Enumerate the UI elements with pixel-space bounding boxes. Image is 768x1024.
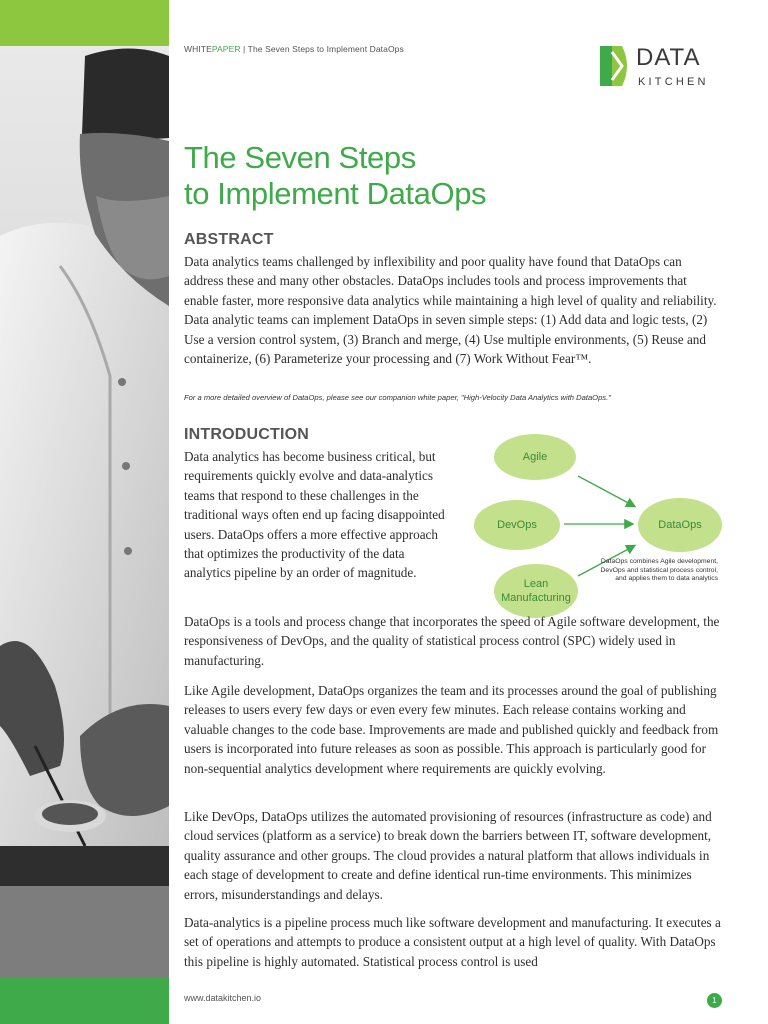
- page-number-badge: 1: [707, 993, 722, 1008]
- companion-paper-note: For a more detailed overview of DataOps, please see our companion white paper, "High-Velocity Data Analytics with DataOps.": [184, 393, 611, 402]
- bubble-devops-label: DevOps: [497, 519, 537, 531]
- bubble-devops: [474, 500, 560, 550]
- bubble-agile-label: Agile: [522, 451, 548, 463]
- bubble-lean-manufacturing: [494, 564, 578, 618]
- title-line-1: The Seven Steps: [184, 140, 416, 175]
- green-accent-top: [0, 0, 169, 46]
- intro-paragraph-1: Data analytics has become business critical, but requirements quickly evolve and data-analytics teams that respond to these challenges in the traditional ways often end up facing disappointed users. DataOps offers a more effective approach that optimizes the productivity of the data analytics pipeline by an order of magnitude.: [184, 449, 445, 581]
- chef-photo: [0, 46, 169, 978]
- title-line-2: to Implement DataOps: [184, 176, 487, 211]
- dataops-diagram: [460, 428, 750, 628]
- bubble-lean-label-1: Lean: [523, 578, 549, 590]
- footer-website-link[interactable]: www.datakitchen.io: [184, 993, 262, 1003]
- bubble-dataops-label: DataOps: [658, 519, 702, 531]
- breadcrumb-title: | The Seven Steps to Implement DataOps: [240, 44, 404, 54]
- logo-word-data: DATA: [636, 44, 701, 71]
- bubble-lean-label-2: Manufacturing: [501, 592, 571, 604]
- arrow-agile-to-dataops: [578, 476, 634, 506]
- logo-word-kitchen: KITCHEN: [638, 76, 709, 88]
- abstract-body: Data analytics teams challenged by inflexibility and poor quality have found that DataOps can address these and many other obstacles. DataOps includes tools and process improvements that enable faster, more responsive data analytics while maintaining a high level of quality and reliability. Data analytic teams can implement DataOps in seven simple steps: (1) Add data and logic tests, (2) Use a version control system, (3) Branch and merge, (4) Use multiple environments, (5) Reuse and containerize, (6) Parameterize your processing and (7) Work Without Fear™.: [184, 254, 717, 367]
- green-accent-bottom: [0, 978, 169, 1024]
- intro-paragraph-5: Data-analytics is a pipeline process much like software development and manufacturing. It executes a set of operations and attempts to produce a consistent output at a high level of quality. With DataOps this pipeline is highly automated. Statistical process control is used: [184, 915, 721, 969]
- logo-mark-icon: [598, 44, 632, 88]
- datakitchen-logo: [598, 44, 728, 92]
- intro-paragraph-3: Like Agile development, DataOps organizes the team and its processes around the goal of publishing releases to users every few days or even every few minutes. Each release contains working and valuable changes to the code base. Improvements are made and published quickly and feedback from users is incorporated into future releases as soon as possible. This approach is particularly good for non-sequential analytics development where requirements are quickly evolving.: [184, 683, 719, 776]
- header-breadcrumb: [184, 44, 404, 54]
- page-title: [184, 140, 486, 212]
- bubble-dataops: [638, 498, 722, 552]
- intro-paragraph-2: DataOps is a tools and process change that incorporates the speed of Agile software development, the responsiveness of DevOps, and the quality of statistical process control (SPC) widely used in manufacturing.: [184, 614, 720, 668]
- breadcrumb-highlight: PAPER: [211, 44, 241, 54]
- bubble-agile: [494, 434, 576, 480]
- diagram-caption: DataOps combines Agile development, DevOps and statistical process control, and applies them to data analytics: [600, 558, 718, 583]
- cover-photo-column: [0, 0, 169, 1024]
- introduction-heading: INTRODUCTION: [184, 426, 310, 443]
- breadcrumb-prefix: WHITE: [184, 44, 212, 54]
- intro-paragraph-4: Like DevOps, DataOps utilizes the automated provisioning of resources (infrastructure as code) and cloud services (platform as a service) to break down the barriers between IT, software development, quality assurance and other groups. The cloud provides a natural platform that allows individuals in each stage of development to create and define identical run-time environments. This minimizes errors, misunderstandings and delays.: [184, 809, 712, 902]
- abstract-heading: ABSTRACT: [184, 231, 274, 248]
